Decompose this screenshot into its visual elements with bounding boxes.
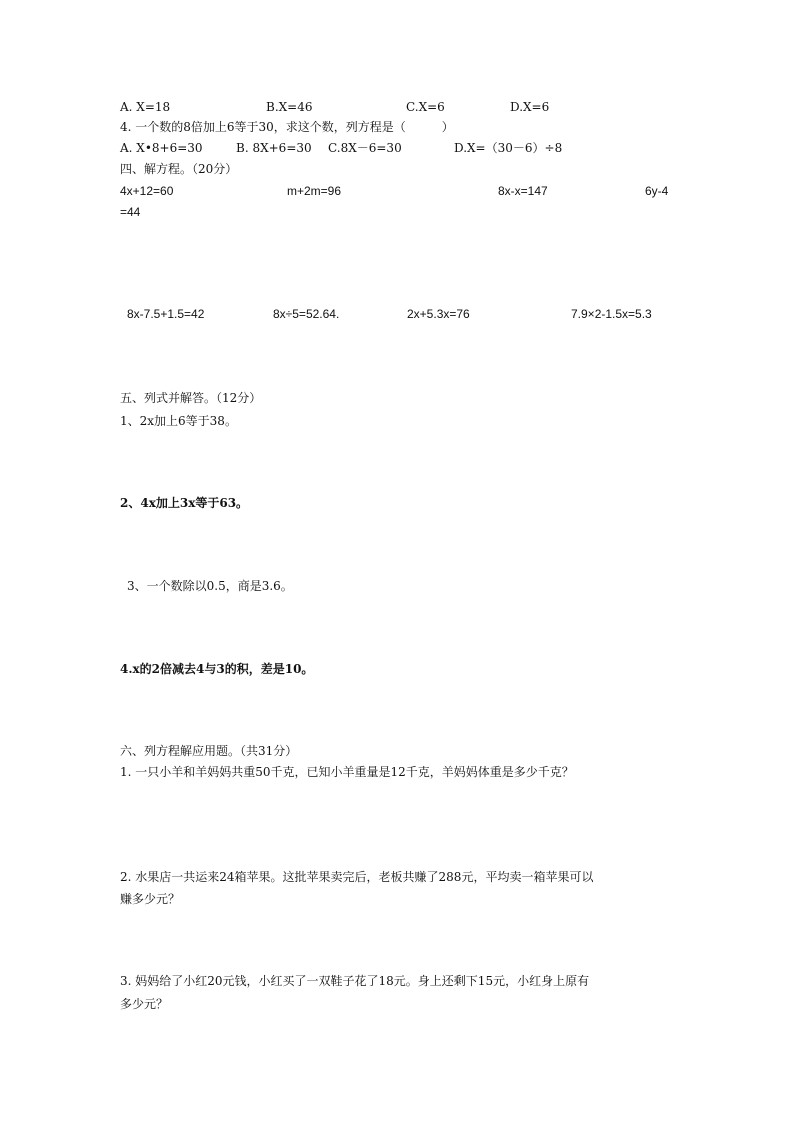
- q3-option-b: B.X=46: [266, 100, 313, 114]
- q3-options-row: [120, 100, 680, 114]
- q3-option-c: C.X=6: [406, 100, 445, 114]
- section5-item-1: 1、2x加上6等于38。: [120, 414, 237, 428]
- equation: 4x+12=60: [120, 184, 174, 198]
- q4-option-c: C.8X－6=30: [328, 141, 402, 155]
- equation: 6y-4: [645, 184, 669, 198]
- section4-title: 四、解方程。（20分）: [120, 162, 238, 176]
- section6-question-1: 1. 一只小羊和羊妈妈共重50千克，已知小羊重量是12千克，羊妈妈体重是多少千克？: [120, 765, 574, 779]
- q3-option-a: A. X=18: [120, 100, 171, 114]
- equations-row-1: [120, 184, 680, 198]
- section6-question-3: 3. 妈妈给了小红20元钱，小红买了一双鞋子花了18元。身上还剩下15元，小红身上原有: [120, 974, 590, 988]
- section6-question-2-cont: 赚多少元？: [120, 892, 181, 906]
- section5-item-4: 4.x的2倍减去4与3的积，差是10。: [120, 662, 314, 676]
- equation-wrap: =44: [120, 205, 141, 219]
- section6-question-2: 2. 水果店一共运来24箱苹果。这批苹果卖完后，老板共赚了288元，平均卖一箱苹果可以: [120, 870, 594, 884]
- section5-item-3: 3、一个数除以0.5，商是3.6。: [127, 579, 293, 593]
- q4-option-a: A. X•8+6=30: [120, 141, 203, 155]
- section6-question-3-cont: 多少元？: [120, 997, 169, 1011]
- section5-title: 五、列式并解答。（12分）: [120, 391, 262, 405]
- equation: 8x-x=147: [498, 184, 548, 198]
- q4-option-d: D.X=（30－6）÷8: [454, 141, 563, 155]
- q3-option-d: D.X=6: [510, 100, 550, 114]
- section6-title: 六、列方程解应用题。（共31分）: [120, 744, 298, 758]
- equations-row-2: [127, 307, 687, 321]
- equation: 7.9×2-1.5x=5.3: [571, 307, 652, 321]
- equation: 2x+5.3x=76: [407, 307, 470, 321]
- equation: m+2m=96: [287, 184, 342, 198]
- equation: 8x-7.5+1.5=42: [127, 307, 205, 321]
- q4-option-b: B. 8X+6=30: [236, 141, 312, 155]
- q4-stem: 4. 一个数的8倍加上6等于30，求这个数，列方程是（ ）: [120, 120, 454, 134]
- equation: 8x÷5=52.64.: [273, 307, 340, 321]
- q4-options-row: [120, 141, 680, 155]
- section5-item-2: 2、4x加上3x等于63。: [120, 496, 249, 510]
